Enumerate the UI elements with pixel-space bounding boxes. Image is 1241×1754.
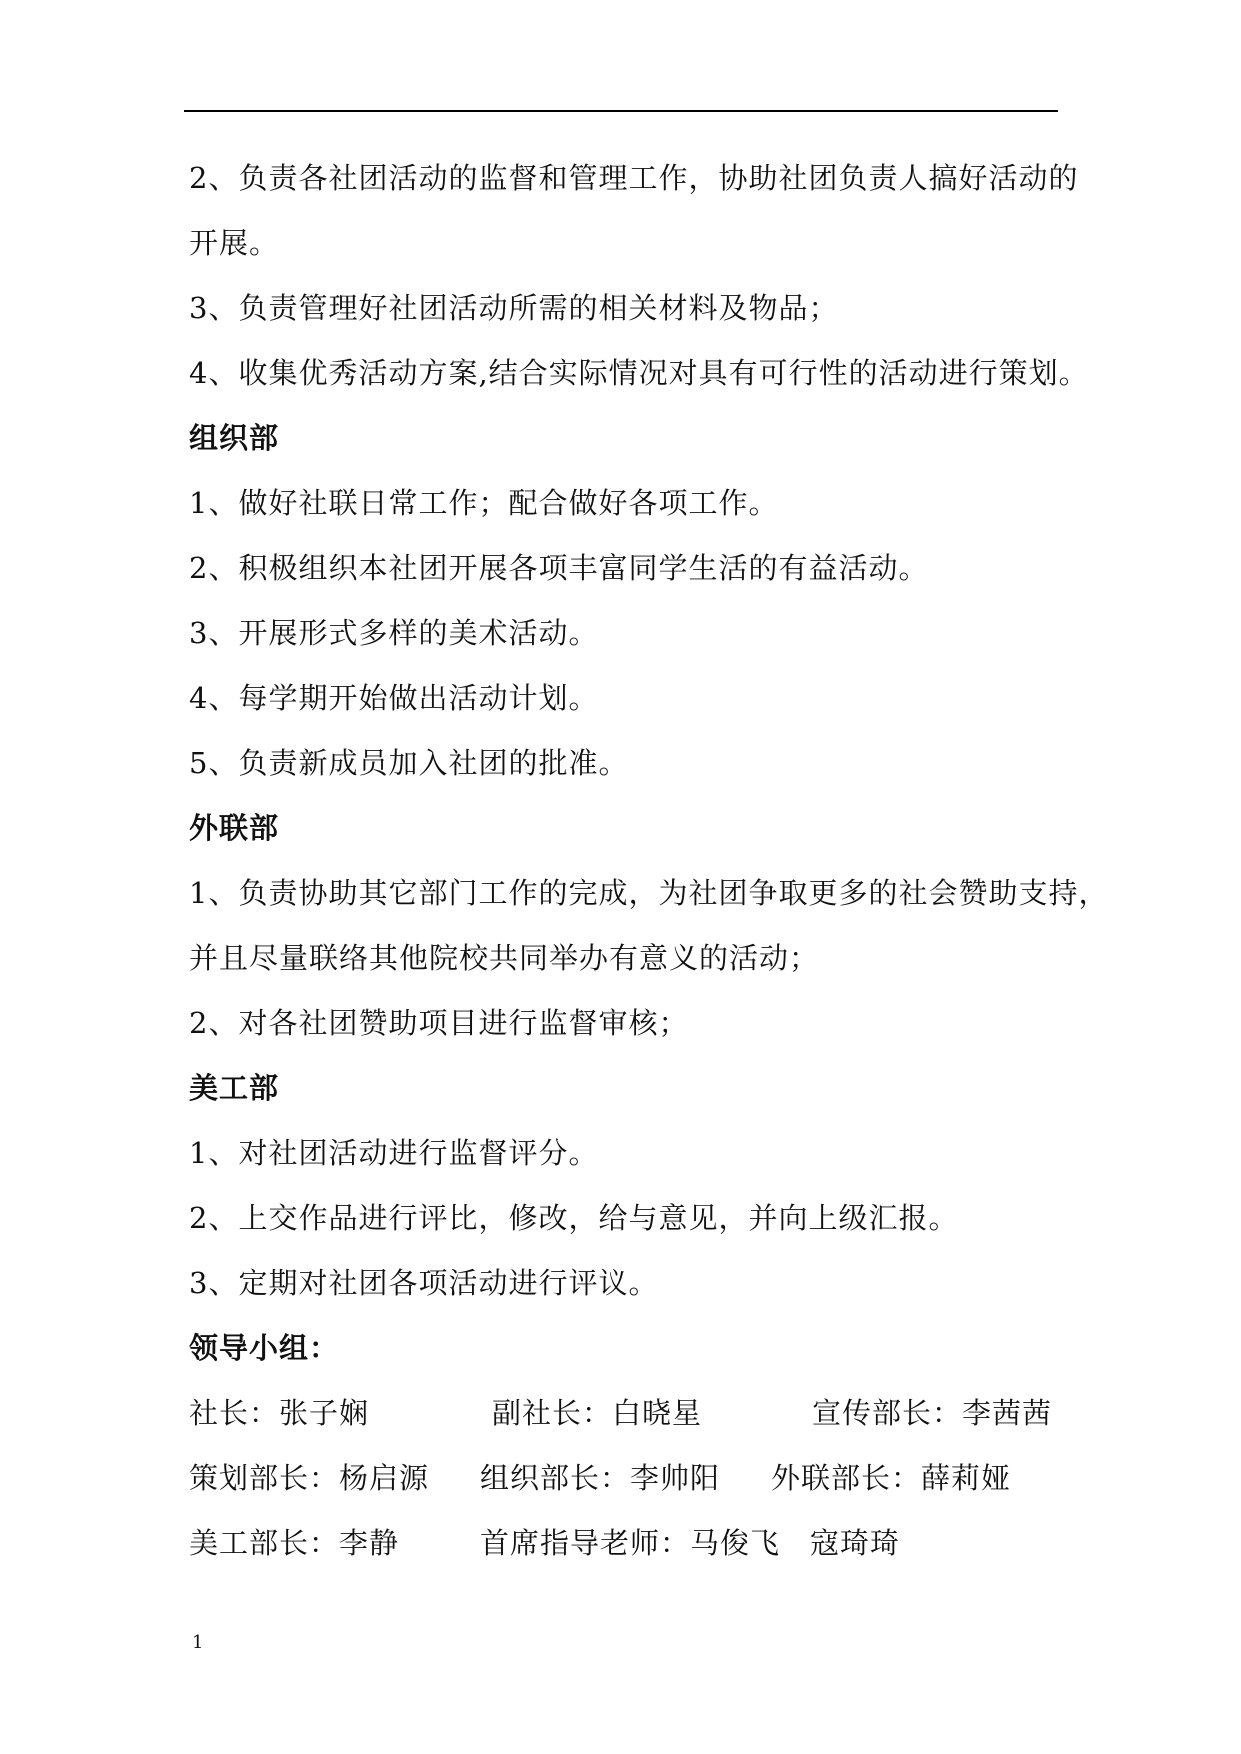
- body-line: 并且尽量联络其他院校共同举办有意义的活动；: [189, 941, 820, 975]
- section-heading-organization: 组织部: [189, 421, 280, 455]
- body-line: 1、对社团活动进行监督评分。: [189, 1136, 599, 1170]
- body-line: 5、负责新成员加入社团的批准。: [189, 746, 629, 780]
- body-line: 2、对各社团赞助项目进行监督审核；: [189, 1006, 689, 1040]
- staff-president: 社长：张子娴: [189, 1396, 370, 1430]
- staff-art: 美工部长：李静: [189, 1526, 400, 1560]
- body-line: 1、负责协助其它部门工作的完成，为社团争取更多的社会赞助支持，: [189, 876, 1109, 910]
- section-heading-leadership: 领导小组：: [189, 1331, 340, 1365]
- staff-liaison: 外联部长：薛莉娅: [771, 1461, 1012, 1495]
- section-heading-liaison: 外联部: [189, 811, 280, 845]
- body-line: 2、负责各社团活动的监督和管理工作，协助社团负责人搞好活动的: [189, 161, 1079, 195]
- body-line: 开展。: [189, 226, 280, 260]
- body-line: 2、上交作品进行评比，修改，给与意见，并向上级汇报。: [189, 1201, 959, 1235]
- body-line: 4、收集优秀活动方案,结合实际情况对具有可行性的活动进行策划。: [189, 356, 1089, 390]
- section-heading-art: 美工部: [189, 1071, 280, 1105]
- body-line: 3、开展形式多样的美术活动。: [189, 616, 599, 650]
- staff-advisors: 首席指导老师：马俊飞 寇琦琦: [480, 1526, 901, 1560]
- body-line: 4、每学期开始做出活动计划。: [189, 681, 599, 715]
- body-line: 3、定期对社团各项活动进行评议。: [189, 1266, 659, 1300]
- body-line: 2、积极组织本社团开展各项丰富同学生活的有益活动。: [189, 551, 929, 585]
- body-line: 3、负责管理好社团活动所需的相关材料及物品；: [189, 291, 839, 325]
- staff-organization: 组织部长：李帅阳: [480, 1461, 721, 1495]
- staff-planning: 策划部长：杨启源: [189, 1461, 430, 1495]
- staff-vice-president: 副社长：白晓星: [492, 1396, 703, 1430]
- body-line: 1、做好社联日常工作；配合做好各项工作。: [189, 486, 779, 520]
- header-rule: [184, 110, 1058, 112]
- page-number: 1: [192, 1632, 204, 1653]
- staff-publicity: 宣传部长：李茜茜: [812, 1396, 1053, 1430]
